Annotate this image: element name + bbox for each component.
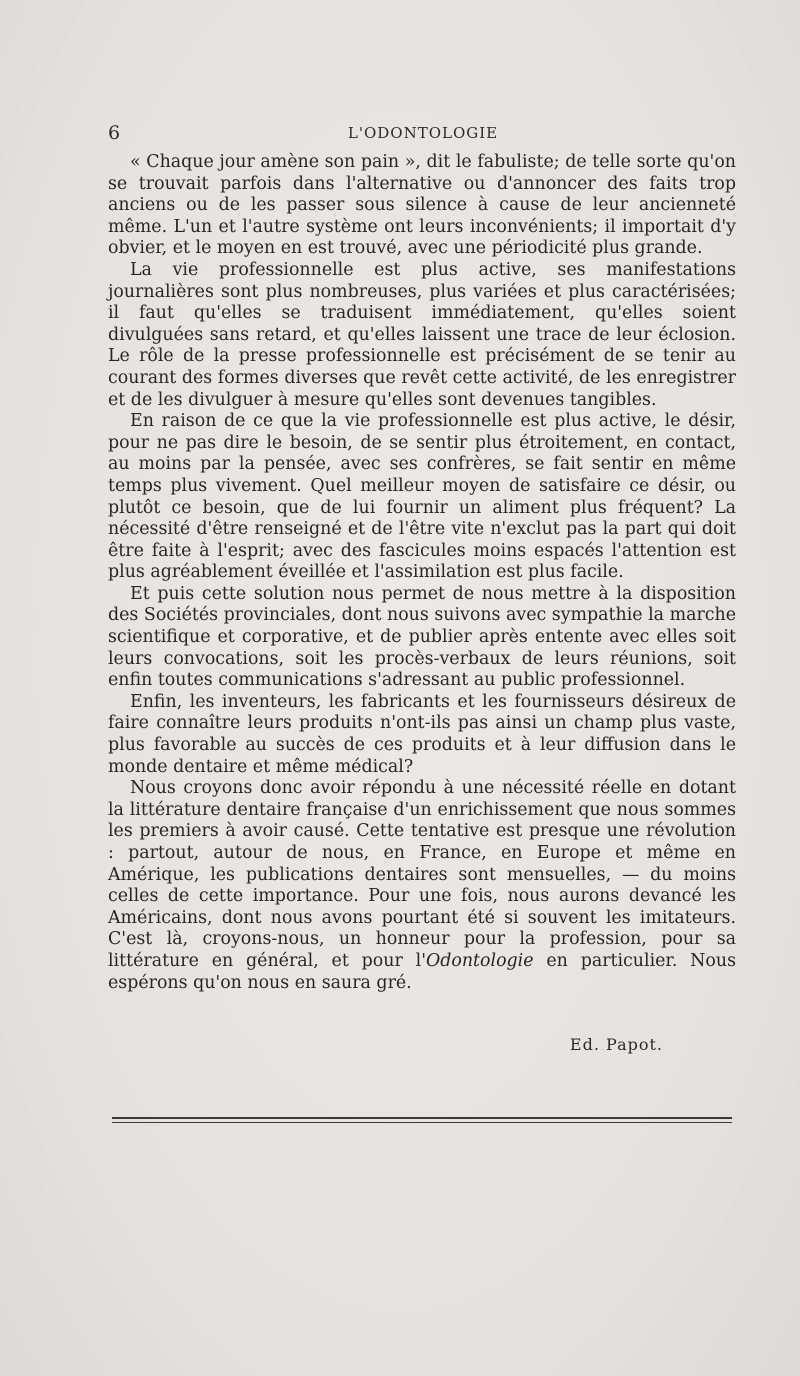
author-signature: Ed. Papot. [569,1035,663,1054]
paragraph: « Chaque jour amène son pain », dit le fabuliste; de telle sorte qu'on se trouvait parfois dans l'alternative ou d'annoncer des faits trop anciens ou de les passer sous silence à cause de leur ancienneté même. L'un et l'autre système ont leurs inconvénients; il importait d'y obvier, et le moyen en est trouvé, avec une périodicité plus grande. [108,152,736,259]
article-body [108,152,736,994]
paragraph: En raison de ce que la vie professionnelle est plus active, le désir, pour ne pas dire le besoin, de se sentir plus étroitement, en contact, au moins par la pensée, avec ses confrères, se fait sentir en même temps plus vivement. Quel meilleur moyen de satisfaire ce désir, ou plutôt ce besoin, que de lui fournir un aliment plus fréquent? La nécessité d'être renseigné et de l'être vite n'exclut pas la part qui doit être faite à l'esprit; avec des fascicules moins espacés l'attention est plus agréablement éveillée et l'assimilation est plus facile. [108,411,736,583]
journal-title-italic: Odontologie [425,950,534,971]
paragraph: Enfin, les inventeurs, les fabricants et les fournisseurs désireux de faire connaître leurs produits n'ont-ils pas ainsi un champ plus vaste, plus favorable au succès de ces produits et à leur diffusion dans le monde dentaire et même médical? [108,691,736,777]
running-head: L'ODONTOLOGIE [347,124,499,142]
paragraph: Nous croyons donc avoir répondu à une nécessité réelle en dotant la littérature dentaire française d'un enrichissement que nous sommes les premiers à avoir causé. Cette tentative est presque une révolution : partout, autour de nous, en France, en Europe et même en Amérique, les publications dentaires sont mensuelles, — du moins celles de cette importance. Pour une fois, nous aurons devancé les Américains, dont nous avons pourtant été si souvent les imitateurs. C'est là, croyons-nous, un honneur pour la profession, pour sa littérature en général, et pour l'Odontologie en particulier. Nous espérons qu'on nous en saura gré. [108,778,736,993]
page-number: 6 [108,122,121,144]
end-rule-thick [112,1117,732,1119]
end-rule-thin [112,1122,732,1123]
paragraph: Et puis cette solution nous permet de nous mettre à la disposition des Sociétés provinciales, dont nous suivons avec sympathie la marche scientifique et corporative, et de publier après entente avec elles soit leurs convocations, soit les procès-verbaux de leurs réunions, soit enfin toutes communications s'adressant au public professionnel. [108,583,736,691]
paragraph: La vie professionnelle est plus active, ses manifestations journalières sont plus nombreuses, plus variées et plus caractérisées; il faut qu'elles se traduisent immédiatement, qu'elles soient divulguées sans retard, et qu'elles laissent une trace de leur éclosion. Le rôle de la presse professionnelle est précisément de se tenir au courant des formes diverses que revêt cette activité, de les enregistrer et de les divulguer à mesure qu'elles sont devenues tangibles. [108,259,736,410]
page-header [108,122,738,146]
